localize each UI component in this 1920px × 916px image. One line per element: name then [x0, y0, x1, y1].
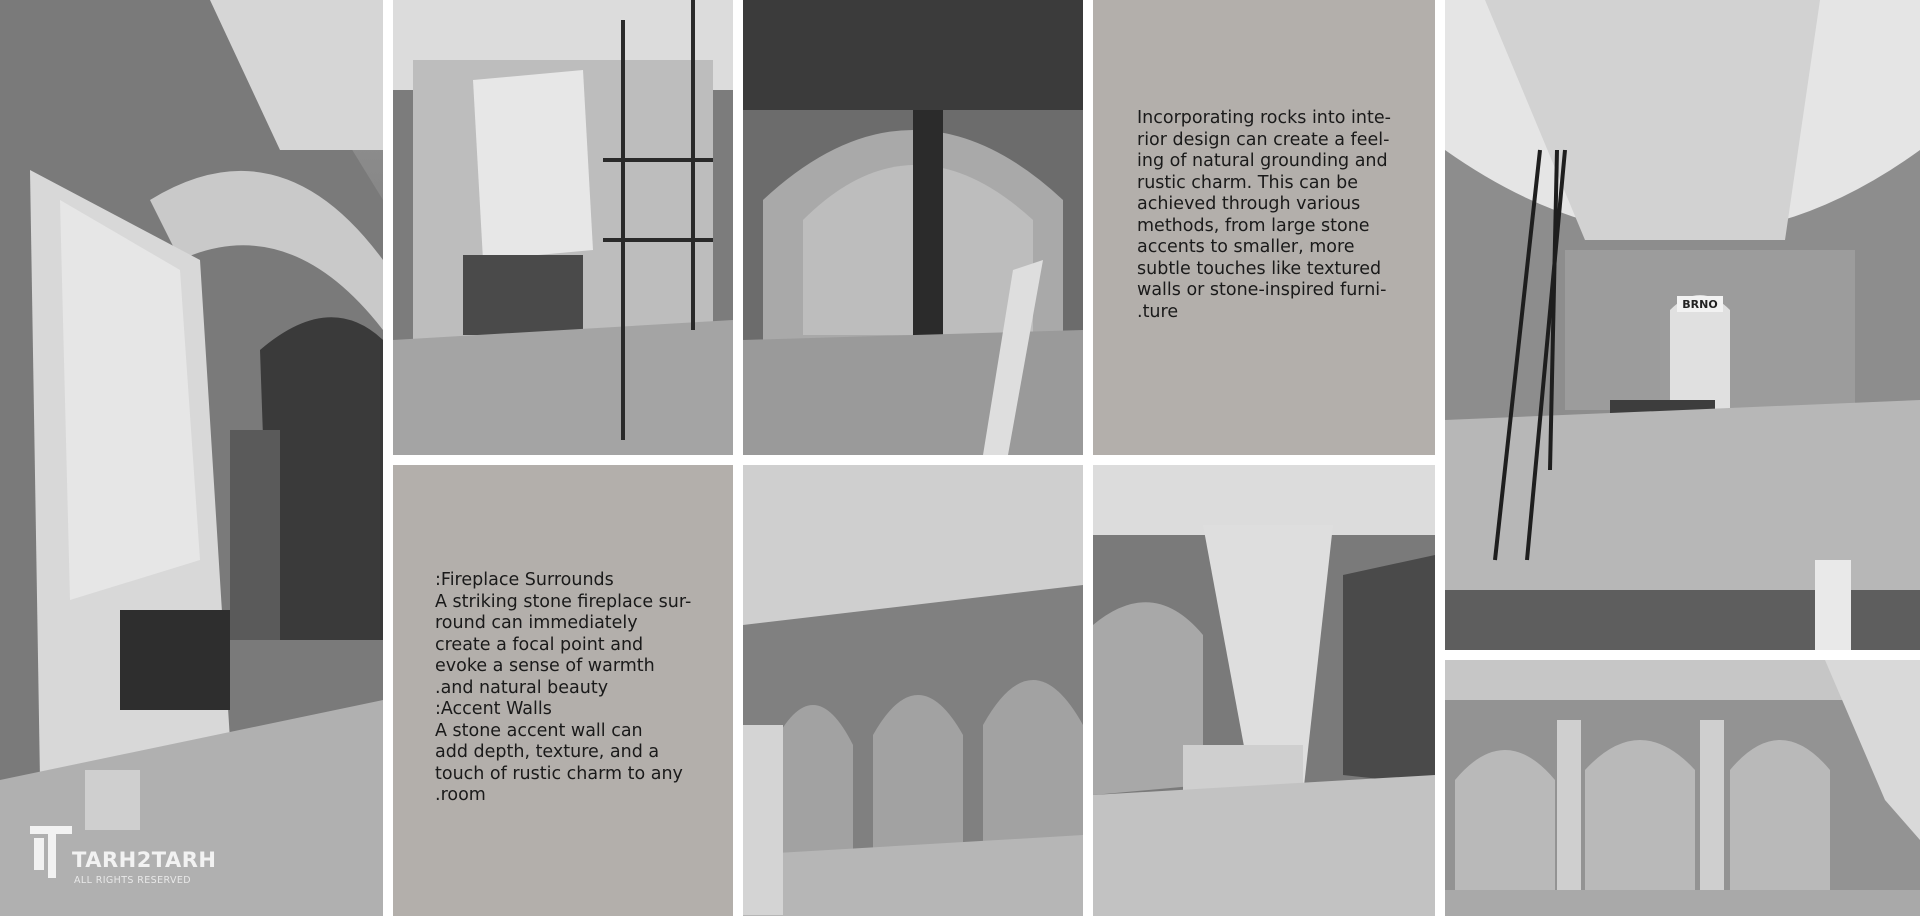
brand-logo-icon — [28, 820, 76, 880]
brand-name: TARH2TARH — [72, 848, 217, 872]
photo-stone-wall-column — [743, 0, 1083, 455]
fireplace-accent-paragraph: :Fireplace Surrounds A striking stone fireplace sur- round can immediately create a focal point and evoke a sense of warmth .and natural beauty :Accent Walls A stone accent wall can add depth, texture, and a touch of rustic charm to any .room — [435, 570, 692, 805]
fireplace-accent-text-panel — [393, 465, 733, 916]
rocks-interior-paragraph: Incorporating rocks into inte- rior design can create a feel- ing of natural grounding and rustic charm. This can be achieved through various methods, from large stone accents to smaller, more subtle touches like textured walls or stone-inspired furni- .ture — [1137, 108, 1391, 322]
photo-sculpted-column — [1093, 465, 1435, 916]
photo-scaffolding-fireplace — [393, 0, 733, 455]
brand-rights: ALL RIGHTS RESERVED — [74, 875, 191, 886]
rocks-interior-text-panel — [1093, 0, 1435, 455]
photo-arched-hall — [743, 465, 1083, 916]
photo-hall-with-ladder-and-shop — [1445, 0, 1920, 650]
brand-watermark — [28, 820, 248, 890]
photo-stone-arcade — [1445, 660, 1920, 916]
photo-stone-fireplace-corridor — [0, 0, 383, 916]
shop-sign: BRNO — [1682, 298, 1718, 311]
